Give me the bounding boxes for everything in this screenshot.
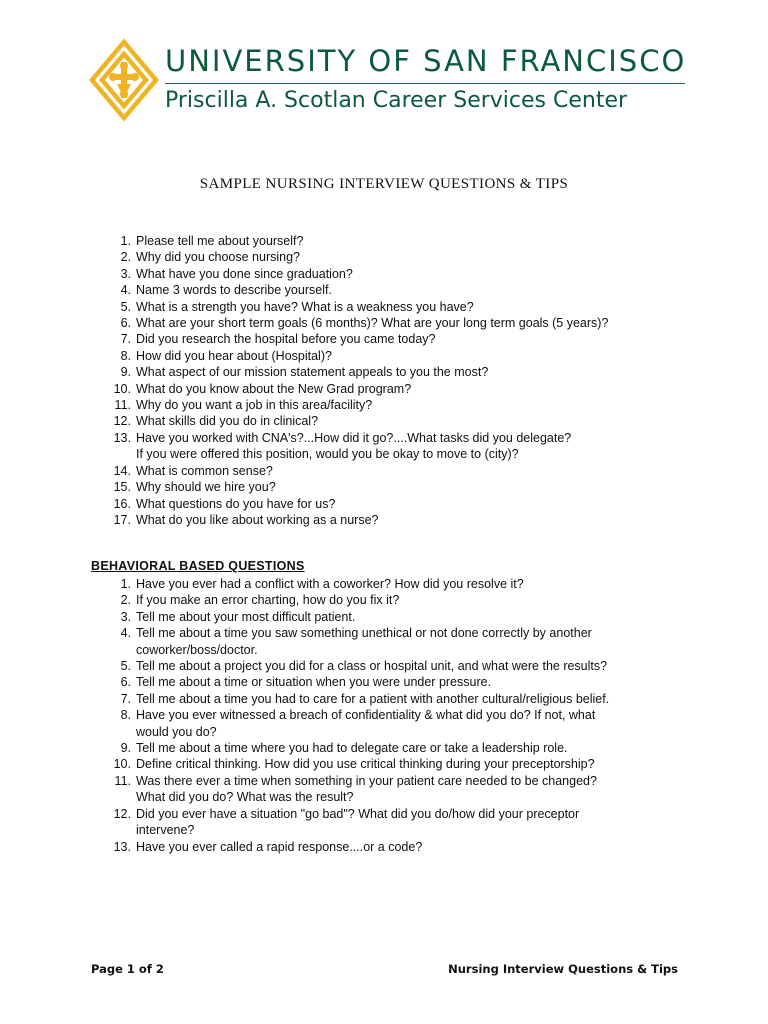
- item-text: Tell me about a time you had to care for a patient with another cultural/religious belief.: [136, 691, 610, 706]
- item-text: What questions do you have for us?: [136, 496, 336, 511]
- item-text: If you were offered this position, would you be okay to move to (city)?: [136, 447, 519, 462]
- list-item: [108, 331, 608, 347]
- item-text: What are your short term goals (6 months)? What are your long term goals (5 years)?: [136, 316, 609, 331]
- item-text: intervene?: [136, 823, 195, 838]
- item-number: 13.: [113, 839, 131, 854]
- item-number: 1.: [120, 577, 131, 591]
- item-text: Why should we hire you?: [136, 480, 276, 495]
- item-text: Why did you choose nursing?: [136, 250, 300, 265]
- item-text: would you do?: [136, 724, 217, 739]
- item-text: What did you do? What was the result?: [136, 790, 354, 805]
- list-item: [108, 413, 608, 429]
- item-number: 13.: [113, 430, 131, 445]
- item-text: Tell me about a time where you had to delegate care or take a leadership role.: [136, 741, 568, 756]
- item-number: 8.: [120, 348, 131, 363]
- list-item: [108, 364, 608, 380]
- item-number: 11.: [114, 398, 131, 413]
- list-item: [108, 592, 609, 608]
- item-text: Why do you want a job in this area/facility?: [136, 398, 373, 413]
- item-number: 4.: [120, 283, 131, 298]
- item-text: Tell me about a project you did for a class or hospital unit, and what were the results?: [136, 659, 608, 674]
- list-item: [108, 282, 608, 298]
- item-text: Name 3 words to describe yourself.: [136, 283, 332, 298]
- item-text: coworker/boss/doctor.: [136, 642, 258, 657]
- university-name: UNIVERSITY OF SAN FRANCISCO: [165, 44, 687, 78]
- item-number: 3.: [120, 266, 131, 281]
- center-name: Priscilla A. Scotlan Career Services Center: [165, 88, 628, 113]
- item-number: 12.: [113, 414, 131, 429]
- item-number: 2.: [120, 250, 131, 265]
- item-number: 9.: [120, 365, 131, 380]
- list-item: [108, 430, 608, 446]
- list-item: [108, 463, 608, 479]
- item-text: What have you done since graduation?: [136, 266, 353, 281]
- behavioral-heading: BEHAVIORAL BASED QUESTIONS: [91, 559, 305, 573]
- list-item: [108, 740, 609, 756]
- list-item: [108, 266, 608, 282]
- usf-logo: [88, 38, 160, 122]
- item-number: 2.: [120, 593, 131, 608]
- item-number: 9.: [120, 741, 131, 756]
- list-item-continuation: [108, 642, 609, 658]
- item-text: Tell me about a time or situation when you were under pressure.: [136, 675, 492, 690]
- list-item: [108, 233, 608, 249]
- item-number: 4.: [120, 626, 131, 641]
- item-number: 7.: [120, 332, 131, 347]
- item-number: 5.: [120, 299, 131, 314]
- list-item: [108, 625, 609, 641]
- item-number: 11.: [114, 773, 131, 788]
- item-text: Define critical thinking. How did you use critical thinking during your preceptorship?: [136, 757, 595, 772]
- item-number: 10.: [113, 381, 131, 396]
- item-text: Have you worked with CNA's?...How did it go?....What tasks did you delegate?: [136, 430, 572, 445]
- item-text: Tell me about your most difficult patient.: [136, 609, 356, 624]
- interview-questions-list: [108, 233, 608, 528]
- item-number: 12.: [113, 806, 131, 821]
- list-item: [108, 658, 609, 674]
- list-item: [108, 756, 609, 772]
- list-item-continuation: [108, 789, 609, 805]
- item-text: Did you research the hospital before you came today?: [136, 332, 436, 347]
- item-text: What do you know about the New Grad program?: [136, 381, 412, 396]
- item-number: 17.: [113, 512, 131, 527]
- behavioral-questions-list: [108, 576, 609, 855]
- footer-doc-name: Nursing Interview Questions & Tips: [448, 962, 678, 976]
- page-number: Page 1 of 2: [91, 962, 164, 976]
- list-item: [108, 479, 608, 495]
- item-text: Was there ever a time when something in your patient care needed to be changed?: [136, 773, 597, 788]
- list-item-continuation: [108, 724, 609, 740]
- item-text: Please tell me about yourself?: [136, 234, 304, 248]
- item-number: 14.: [113, 463, 131, 478]
- list-item: [108, 315, 608, 331]
- list-item: [108, 397, 608, 413]
- list-item: [108, 773, 609, 789]
- list-item: [108, 348, 608, 364]
- item-text: What do you like about working as a nurse?: [136, 512, 379, 527]
- list-item: [108, 609, 609, 625]
- item-number: 10.: [113, 757, 131, 772]
- list-item: [108, 707, 609, 723]
- item-number: 15.: [113, 480, 131, 495]
- list-item-continuation: [108, 822, 609, 838]
- header-rule: [165, 83, 685, 84]
- list-item: [108, 806, 609, 822]
- list-item: [108, 512, 608, 528]
- item-text: Did you ever have a situation "go bad"? What did you do/how did your preceptor: [136, 806, 580, 821]
- item-text: How did you hear about (Hospital)?: [136, 348, 332, 363]
- item-text: What is common sense?: [136, 463, 273, 478]
- item-number: 7.: [120, 691, 131, 706]
- list-item: [108, 381, 608, 397]
- item-text: Have you ever witnessed a breach of confidentiality & what did you do? If not, what: [136, 708, 596, 723]
- item-number: 3.: [120, 609, 131, 624]
- list-item: [108, 674, 609, 690]
- list-item: [108, 496, 608, 512]
- item-text: What is a strength you have? What is a weakness you have?: [136, 299, 474, 314]
- list-item: [108, 249, 608, 265]
- item-number: 5.: [120, 659, 131, 674]
- item-number: 6.: [120, 675, 131, 690]
- list-item: [108, 299, 608, 315]
- item-number: 16.: [113, 496, 131, 511]
- item-text: What aspect of our mission statement appeals to you the most?: [136, 365, 489, 380]
- list-item: [108, 691, 609, 707]
- letterhead: [0, 0, 768, 130]
- document-title: SAMPLE NURSING INTERVIEW QUESTIONS & TIPS: [199, 176, 569, 192]
- item-text: Have you ever had a conflict with a coworker? How did you resolve it?: [136, 577, 524, 591]
- item-text: What skills did you do in clinical?: [136, 414, 319, 429]
- list-item-continuation: [108, 446, 608, 462]
- list-item: [108, 576, 609, 592]
- item-number: 6.: [120, 316, 131, 331]
- item-number: 8.: [120, 708, 131, 723]
- item-number: 1.: [120, 234, 131, 248]
- item-text: Tell me about a time you saw something unethical or not done correctly by another: [136, 626, 592, 641]
- list-item: [108, 839, 609, 855]
- item-text: If you make an error charting, how do you fix it?: [136, 593, 400, 608]
- item-text: Have you ever called a rapid response....or a code?: [136, 839, 423, 854]
